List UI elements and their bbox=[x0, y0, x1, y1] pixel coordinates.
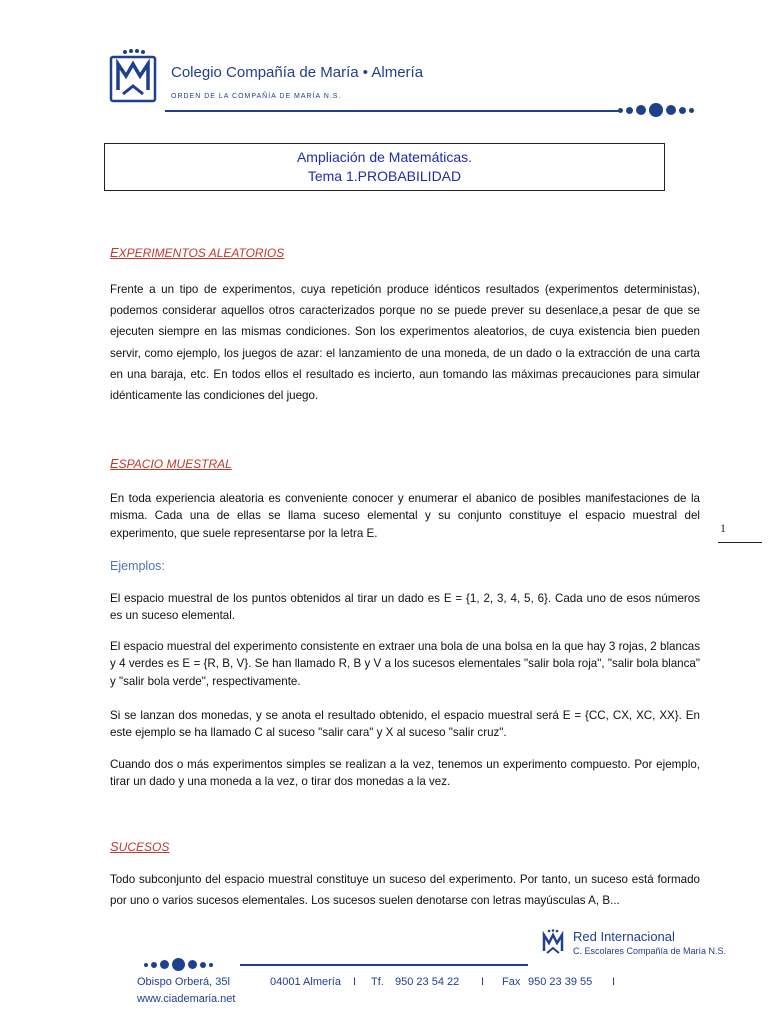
example-compuesto: Cuando dos o más experimentos simples se realizan a la vez, tenemos un experimento compuesto. Por ejemplo, tirar un dado y una moneda a la vez, o tirar dos monedas a la vez. bbox=[110, 758, 700, 789]
red-internacional-logo bbox=[541, 929, 565, 955]
footer-separator: I bbox=[353, 976, 357, 988]
title-line-2: Tema 1.PROBABILIDAD bbox=[307, 168, 462, 184]
title-line-1: Ampliación de Matemáticas. bbox=[296, 149, 473, 165]
page-number-rule bbox=[718, 542, 762, 543]
example-bolas: El espacio muestral del experimento consistente en extraer una bola de una bolsa en la que hay 3 rojas, 2 blancas y 4 verdes es E = {R, B, V}. Se han llamado R, B y V a los sucesos elementales "salir bola roja", "salir bola blanca" y "salir bola verde", respectivamente. bbox=[110, 640, 700, 688]
title-box bbox=[104, 143, 665, 191]
school-subtitle: ORDEN DE LA COMPAÑÍA DE MARÍA N.S. bbox=[171, 93, 342, 100]
footer-fax: 950 23 39 55 bbox=[528, 976, 593, 988]
example-monedas: Si se lanzan dos monedas, y se anota el resultado obtenido, el espacio muestral será E = {CC, CX, XC, XX}. En este ejemplo se ha llamado C al suceso "salir cara" y X al suceso "salir cruz". bbox=[110, 709, 700, 740]
paragraph-sucesos: Todo subconjunto del espacio muestral constituye un suceso del experimento. Por tanto, un suceso está formado por uno o varios sucesos elementales. Los sucesos suelen denotarse con letras mayúsculas A, B... bbox=[110, 873, 700, 908]
header-dots bbox=[618, 103, 694, 117]
red-internacional-title: Red Internacional bbox=[573, 929, 675, 944]
red-internacional-subtitle: C. Escolares Compañía de María N.S. bbox=[573, 946, 727, 956]
heading-sucesos: SUCESOS bbox=[110, 839, 170, 854]
footer-address: Obispo Orberá, 35l bbox=[137, 976, 230, 988]
footer-dots bbox=[144, 958, 213, 971]
footer-rule bbox=[240, 964, 528, 966]
example-dado: El espacio muestral de los puntos obtenidos al tirar un dado es E = {1, 2, 3, 4, 5, 6}. Cada uno de esos números es un suceso elemental. bbox=[110, 592, 700, 623]
school-name: Colegio Compañía de María • Almería bbox=[171, 64, 424, 81]
website-link[interactable]: www.ciademaria.net bbox=[137, 993, 236, 1005]
footer-postal: 04001 Almería bbox=[270, 976, 341, 988]
heading-espacio-muestral: ESPACIO MUESTRAL bbox=[110, 456, 232, 471]
footer-separator: I bbox=[612, 976, 616, 988]
footer-phone: 950 23 54 22 bbox=[395, 976, 460, 988]
ejemplos-label: Ejemplos: bbox=[110, 559, 165, 573]
school-logo bbox=[108, 48, 158, 106]
page-number: 1 bbox=[720, 521, 726, 535]
footer-separator: I bbox=[481, 976, 485, 988]
heading-experimentos: EXPERIMENTOS ALEATORIOS bbox=[110, 245, 285, 260]
footer-phone-label: Tf. bbox=[371, 976, 384, 988]
footer-fax-label: Fax bbox=[502, 976, 521, 988]
header-rule bbox=[165, 110, 620, 112]
paragraph-espacio-muestral: En toda experiencia aleatoria es conveniente conocer y enumerar el abanico de posibles manifestaciones de la misma. Cada una de ellas se llama suceso elemental y su conjunto constituye el espacio muestral del experimento, que suele representarse por la letra E. bbox=[110, 492, 700, 540]
paragraph-experimentos: Frente a un tipo de experimentos, cuya repetición produce idénticos resultados (experimentos deterministas), podemos considerar aquellos otros caracterizados porque no se puede prever su desenlace,a pesar de que se ejecuten siempre en las mismas condiciones. Son los experimentos aleatorios, de cuya existencia bien pueden servir, como ejemplo, los juegos de azar: el lanzamiento de una moneda, de un dado o la extracción de una carta en una baraja, etc. En todos ellos el resultado es incierto, aun tomando las máximas precauciones para simular idénticamente las condiciones del juego. bbox=[110, 283, 700, 403]
